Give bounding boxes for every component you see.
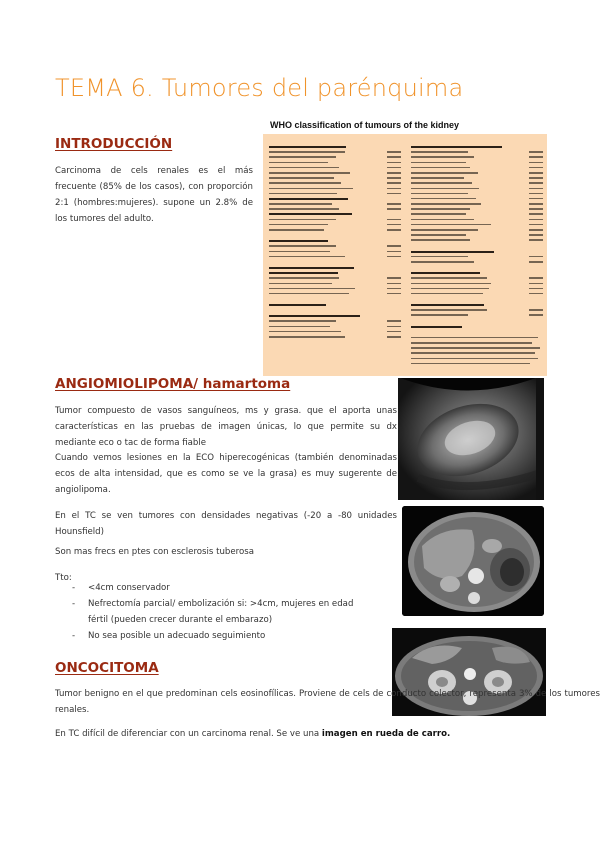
who-entry-text <box>411 358 538 360</box>
who-entry-code <box>529 172 543 174</box>
who-entry-text <box>269 272 338 274</box>
who-entry-code <box>529 198 543 200</box>
who-entry-code <box>387 229 401 231</box>
who-entry-text <box>411 198 476 200</box>
who-entry-text <box>269 203 332 205</box>
who-entry-code <box>529 261 543 263</box>
who-entry-text <box>269 177 334 179</box>
who-entry-text <box>411 293 483 295</box>
who-entry-code <box>529 314 543 316</box>
who-entry-code <box>529 256 543 258</box>
who-entry-text <box>411 224 491 226</box>
onco-paragraph-2-text: En TC difícil de diferenciar con un carcinoma renal. Se ve una <box>55 729 322 739</box>
who-entry-code <box>387 156 401 158</box>
who-entry-text <box>269 208 339 210</box>
who-entry-code <box>529 277 543 279</box>
who-entry-text <box>411 326 462 328</box>
who-entry-code <box>387 320 401 322</box>
who-entry-text <box>411 277 487 279</box>
who-entry-text <box>269 245 336 247</box>
who-entry-code <box>529 309 543 311</box>
who-entry-code <box>529 288 543 290</box>
angio-paragraph-4: Son mas frecs en ptes con esclerosis tuberosa <box>55 547 255 557</box>
who-entry-text <box>411 229 478 231</box>
tto-item-2: - Nefrectomía parcial/ embolización si: >4cm, mujeres en edad fértil (pueden crecer durante el embarazo) <box>72 596 372 628</box>
who-entry-code <box>387 193 401 195</box>
who-entry-text <box>269 188 353 190</box>
who-entry-text <box>411 288 489 290</box>
who-entry-text <box>411 193 468 195</box>
who-entry-text <box>269 288 355 290</box>
intro-paragraph: Carcinoma de cels renales es el más frecuente (85% de los casos), con proporción 2:1 (hombres:mujeres). supone un 2.8% de los tumores del adulto. <box>55 166 253 224</box>
who-entry-text <box>269 146 346 148</box>
who-entry-code <box>529 229 543 231</box>
who-entry-row <box>269 334 401 339</box>
who-entry-text <box>411 182 472 184</box>
who-entry-code <box>529 208 543 210</box>
who-entry-text <box>269 251 330 253</box>
who-entry-text <box>411 167 470 169</box>
who-column-left <box>269 144 401 339</box>
who-column-right <box>411 144 543 366</box>
who-entry-text <box>411 172 478 174</box>
who-entry-text <box>269 167 339 169</box>
who-entry-code <box>387 151 401 153</box>
who-entry-text <box>411 156 474 158</box>
who-entry-row <box>411 361 543 366</box>
who-entry-code <box>529 156 543 158</box>
who-entry-text <box>269 213 352 215</box>
who-entry-text <box>411 177 464 179</box>
who-entry-text <box>269 172 350 174</box>
who-entry-row <box>269 291 401 296</box>
who-entry-code <box>387 283 401 285</box>
who-entry-text <box>411 203 481 205</box>
who-entry-code <box>529 182 543 184</box>
who-entry-text <box>411 146 502 148</box>
who-entry-text <box>269 293 349 295</box>
who-entry-code <box>387 167 401 169</box>
who-entry-text <box>269 315 360 317</box>
who-entry-code <box>387 331 401 333</box>
who-entry-text <box>411 304 484 306</box>
who-entry-row <box>411 291 543 296</box>
who-entry-code <box>387 203 401 205</box>
who-entry-row <box>411 237 543 242</box>
who-entry-code <box>529 162 543 164</box>
who-entry-text <box>411 363 530 365</box>
who-figure-title: WHO classification of tumours of the kidney <box>270 120 460 130</box>
onco-paragraph-1: Tumor benigno en el que predominan cels eosinofílicas. Proviene de cels de conducto colector, representa 3% de los tumores renales. <box>55 689 600 715</box>
who-entry-text <box>269 336 345 338</box>
who-entry-text <box>411 283 491 285</box>
who-entry-code <box>529 203 543 205</box>
who-entry-text <box>411 213 466 215</box>
section-heading-introduccion: INTRODUCCIÓN <box>55 136 173 152</box>
who-entry-code <box>529 188 543 190</box>
who-entry-code <box>387 256 401 258</box>
who-entry-text <box>269 304 326 306</box>
angio-paragraph-1: Tumor compuesto de vasos sanguíneos, ms y grasa. que el aporta unas características en las pruebas de imagen únicas, lo que permite su dx mediante eco o tac de forma fiable <box>55 406 397 448</box>
who-entry-text <box>269 162 328 164</box>
tto-list <box>72 580 372 644</box>
who-entry-code <box>387 326 401 328</box>
who-entry-code <box>387 188 401 190</box>
section-heading-angiomiolipoma: ANGIOMIOLIPOMA/ hamartoma <box>55 376 291 392</box>
who-entry-text <box>269 193 337 195</box>
section-heading-oncocitoma: ONCOCITOMA <box>55 660 159 676</box>
who-entry-code <box>387 245 401 247</box>
who-entry-code <box>529 167 543 169</box>
who-entry-text <box>411 347 540 349</box>
who-entry-code <box>529 283 543 285</box>
who-entry-code <box>529 213 543 215</box>
who-entry-text <box>269 240 328 242</box>
who-group-row <box>269 302 401 307</box>
who-entry-row <box>411 312 543 317</box>
who-entry-text <box>269 267 354 269</box>
who-entry-code <box>529 151 543 153</box>
who-entry-code <box>387 251 401 253</box>
who-entry-code <box>387 336 401 338</box>
who-classification-table <box>263 134 547 376</box>
who-entry-text <box>269 182 341 184</box>
who-entry-text <box>269 151 345 153</box>
who-entry-row <box>411 259 543 264</box>
who-entry-text <box>411 234 466 236</box>
onco-paragraph-2-bold: imagen en rueda de carro. <box>321 729 451 739</box>
who-entry-code <box>387 224 401 226</box>
tto-item-1: - <4cm conservador <box>72 580 372 596</box>
who-entry-text <box>411 162 466 164</box>
who-entry-text <box>411 251 494 253</box>
who-entry-text <box>269 219 336 221</box>
ct-scan-image <box>402 506 544 616</box>
who-entry-code <box>387 177 401 179</box>
who-entry-code <box>529 219 543 221</box>
who-entry-code <box>387 172 401 174</box>
onco-paragraph-2 <box>55 726 600 742</box>
who-entry-text <box>269 277 339 279</box>
who-entry-code <box>529 234 543 236</box>
who-entry-text <box>269 331 341 333</box>
who-entry-code <box>387 208 401 210</box>
tto-item-3: - No sea posible un adecuado seguimiento <box>72 628 372 644</box>
who-entry-row <box>269 254 401 259</box>
who-entry-code <box>387 293 401 295</box>
who-entry-code <box>387 288 401 290</box>
who-entry-code <box>387 219 401 221</box>
who-entry-code <box>387 182 401 184</box>
who-group-row <box>411 324 543 329</box>
who-entry-text <box>411 239 470 241</box>
who-entry-code <box>529 193 543 195</box>
angio-paragraph-3: En el TC se ven tumores con densidades negativas (-20 a -80 unidades Hounsfield) <box>55 511 397 537</box>
who-entry-text <box>411 309 487 311</box>
who-entry-text <box>411 208 470 210</box>
who-entry-text <box>269 283 332 285</box>
who-entry-text <box>269 198 348 200</box>
who-entry-code <box>529 177 543 179</box>
who-entry-text <box>411 261 474 263</box>
who-entry-code <box>529 239 543 241</box>
angio-paragraph-2: Cuando vemos lesiones en la ECO hiperecogénicas (también denominadas ecos de alta intensidad, que es como se ve la grasa) es muy sugerente de angiolipoma. <box>55 453 397 495</box>
who-entry-code <box>529 224 543 226</box>
who-entry-text <box>411 151 468 153</box>
who-entry-text <box>411 314 468 316</box>
who-entry-text <box>269 229 324 231</box>
who-entry-text <box>411 337 538 339</box>
who-entry-text <box>411 342 532 344</box>
who-entry-text <box>411 352 535 354</box>
who-entry-text <box>411 219 474 221</box>
who-entry-text <box>269 156 336 158</box>
who-entry-text <box>411 188 479 190</box>
ultrasound-image <box>398 378 544 500</box>
who-classification-figure <box>262 118 548 376</box>
who-entry-code <box>387 162 401 164</box>
who-entry-text <box>411 272 480 274</box>
who-entry-text <box>411 256 468 258</box>
who-entry-code <box>387 277 401 279</box>
who-entry-text <box>269 224 328 226</box>
who-entry-row <box>269 227 401 232</box>
who-entry-text <box>269 326 330 328</box>
who-entry-code <box>529 293 543 295</box>
who-entry-text <box>269 256 345 258</box>
tto-label: Tto: <box>55 573 72 583</box>
who-entry-text <box>269 320 336 322</box>
page-title: TEMA 6. Tumores del parénquima <box>55 74 464 102</box>
